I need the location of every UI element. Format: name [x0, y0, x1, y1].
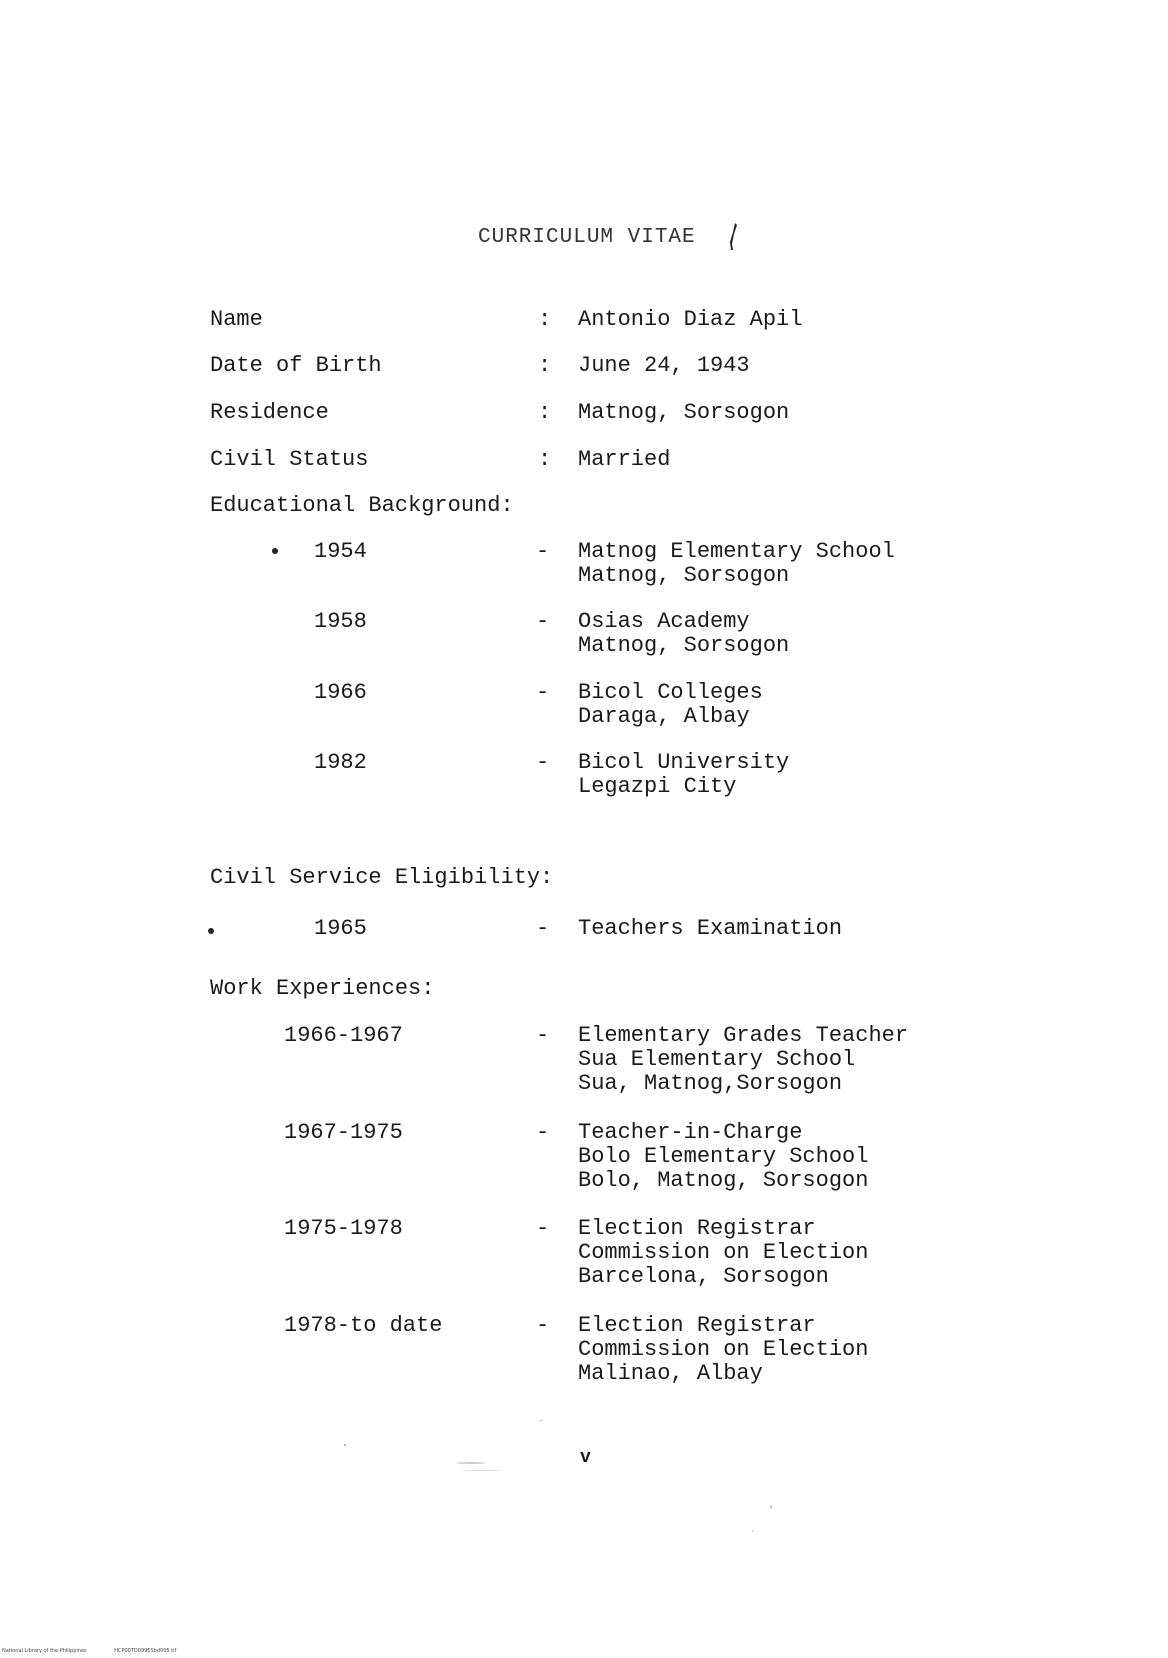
education-heading: Educational Background:	[210, 493, 514, 518]
school-name: Osias Academy	[578, 609, 750, 634]
ink-mark-icon	[730, 222, 738, 252]
civil-service-year: 1965	[314, 916, 367, 941]
education-year: 1966	[314, 680, 367, 705]
work-entry	[578, 1121, 868, 1193]
education-dash: -	[536, 609, 550, 634]
residence-value: Matnog, Sorsogon	[578, 400, 790, 425]
civil-status-label: Civil Status	[210, 447, 369, 472]
dob-value: June 24, 1943	[578, 353, 750, 378]
school-name: Matnog Elementary School	[578, 539, 895, 564]
work-employer: Bolo Elementary School	[578, 1144, 869, 1169]
civil-service-heading: Civil Service Eligibility:	[210, 865, 554, 890]
work-location: Bolo, Matnog, Sorsogon	[578, 1168, 869, 1193]
work-dash: -	[536, 1313, 550, 1338]
education-entry	[578, 751, 789, 799]
civil-service-dash: -	[536, 916, 550, 941]
education-dash: -	[536, 680, 550, 705]
civil-status-colon: :	[538, 447, 552, 472]
education-entry	[578, 681, 763, 729]
school-name: Bicol Colleges	[578, 680, 763, 705]
school-location: Daraga, Albay	[578, 704, 750, 729]
civil-status-value: Married	[578, 447, 671, 472]
bullet-icon	[208, 928, 214, 934]
school-name: Bicol University	[578, 750, 790, 775]
scan-speck	[456, 1462, 486, 1464]
document-title: CURRICULUM VITAE	[478, 226, 696, 249]
scan-speck	[540, 1420, 542, 1421]
school-location: Matnog, Sorsogon	[578, 563, 790, 588]
education-year: 1954	[314, 539, 367, 564]
work-dash: -	[536, 1216, 550, 1241]
school-location: Legazpi City	[578, 774, 737, 799]
library-credit: National Library of the Philippines	[2, 1648, 87, 1654]
work-entry	[578, 1024, 908, 1096]
page-mark: v	[580, 1448, 591, 1468]
work-years: 1966-1967	[284, 1023, 403, 1048]
work-location: Malinao, Albay	[578, 1361, 763, 1386]
school-location: Matnog, Sorsogon	[578, 633, 790, 658]
work-location: Sua, Matnog,Sorsogon	[578, 1071, 843, 1096]
scan-speck	[344, 1444, 346, 1446]
education-dash: -	[536, 539, 550, 564]
name-value: Antonio Diaz Apil	[578, 307, 803, 332]
bullet-icon	[272, 548, 278, 554]
residence-label: Residence	[210, 400, 329, 425]
work-years: 1975-1978	[284, 1216, 403, 1241]
scan-speck	[770, 1506, 772, 1508]
education-year: 1958	[314, 609, 367, 634]
work-years: 1967-1975	[284, 1120, 403, 1145]
dob-label: Date of Birth	[210, 353, 382, 378]
work-entry	[578, 1314, 868, 1386]
work-dash: -	[536, 1120, 550, 1145]
dob-colon: :	[538, 353, 552, 378]
work-heading: Work Experiences:	[210, 976, 435, 1001]
file-code: HCP00TD0996Sbd005 tif	[114, 1648, 177, 1654]
scan-speck	[752, 1530, 753, 1532]
work-years: 1978-to date	[284, 1313, 443, 1338]
education-dash: -	[536, 750, 550, 775]
scan-speck	[462, 1470, 502, 1471]
civil-service-exam: Teachers Examination	[578, 916, 843, 941]
work-employer: Commission on Election	[578, 1337, 869, 1362]
education-entry	[578, 540, 895, 588]
residence-colon: :	[538, 400, 552, 425]
scan-footer	[2, 1648, 202, 1654]
name-label: Name	[210, 307, 263, 332]
work-position: Elementary Grades Teacher	[578, 1023, 909, 1048]
work-position: Election Registrar	[578, 1216, 816, 1241]
work-employer: Sua Elementary School	[578, 1047, 856, 1072]
name-colon: :	[538, 307, 552, 332]
work-location: Barcelona, Sorsogon	[578, 1264, 829, 1289]
education-entry	[578, 610, 789, 658]
work-employer: Commission on Election	[578, 1240, 869, 1265]
work-position: Teacher-in-Charge	[578, 1120, 803, 1145]
work-entry	[578, 1217, 868, 1289]
education-year: 1982	[314, 750, 367, 775]
work-position: Election Registrar	[578, 1313, 816, 1338]
work-dash: -	[536, 1023, 550, 1048]
